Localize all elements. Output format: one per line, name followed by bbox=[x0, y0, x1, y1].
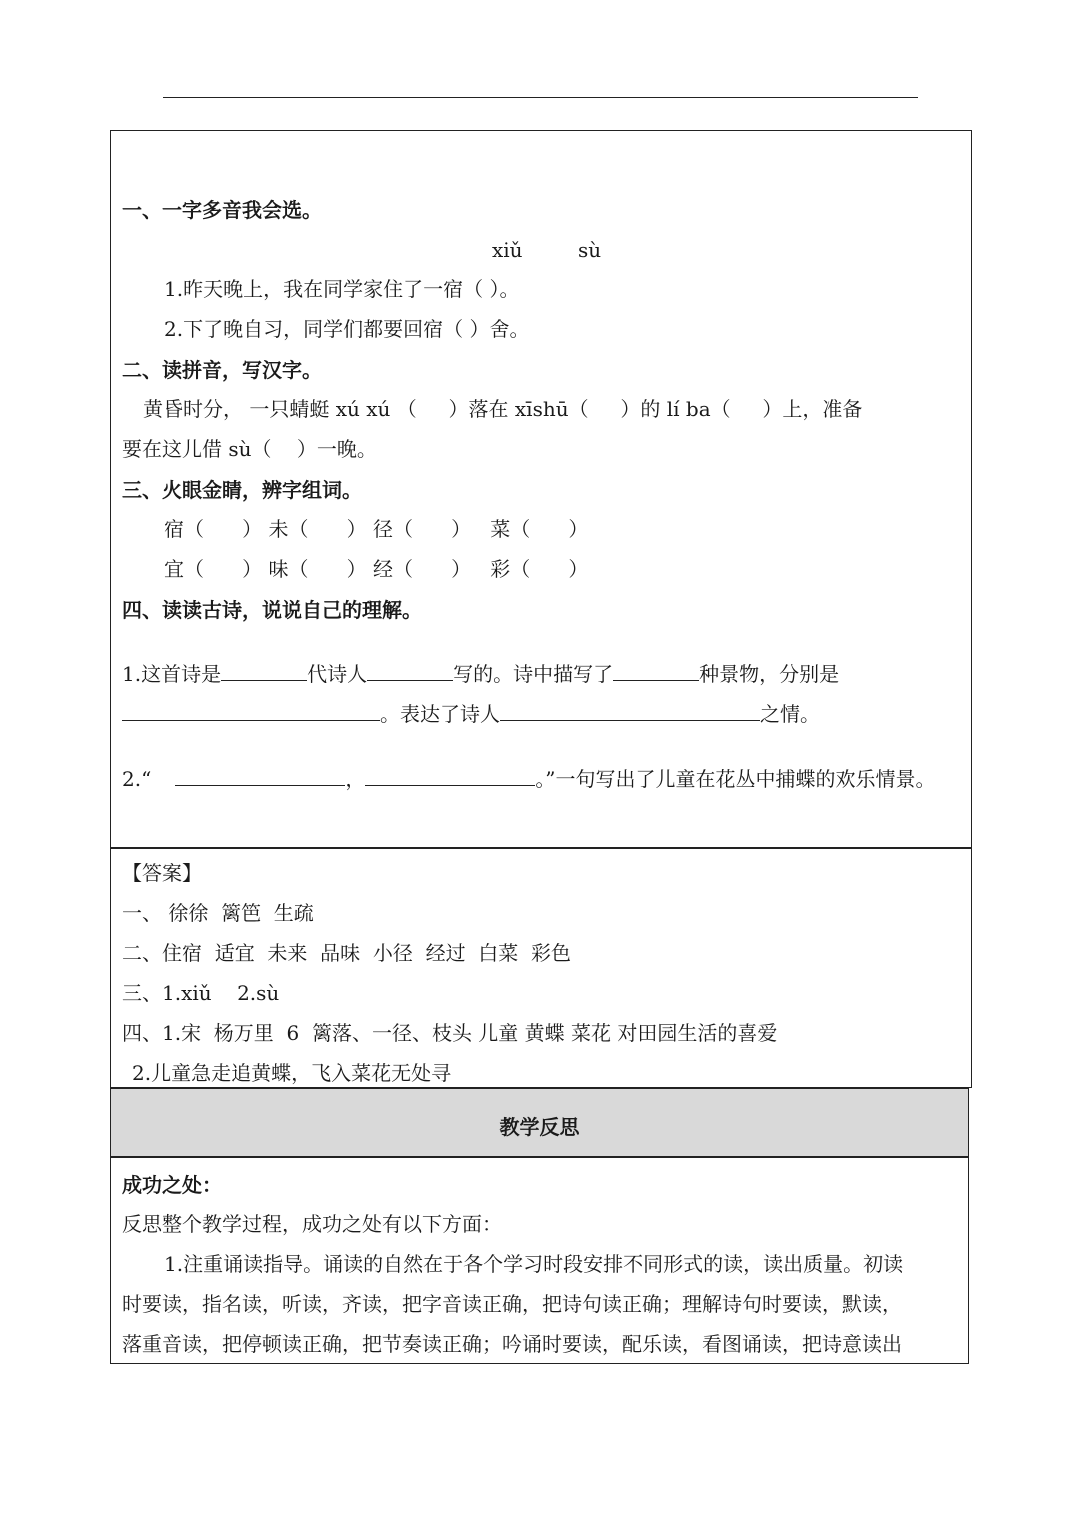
poem-q2-text-a: 2.“ bbox=[122, 767, 152, 791]
poem-question-1-line-2 bbox=[122, 702, 820, 726]
blank-line-2[interactable] bbox=[365, 767, 535, 786]
reflection-paragraph-line-1: 1.注重诵读指导。诵读的自然在于各个学习时段安排不同形式的读，读出质量。初读 bbox=[164, 1252, 904, 1276]
reflection-header-title: 教学反思 bbox=[499, 1115, 580, 1139]
poem-q1-text-d: 种景物，分别是 bbox=[699, 662, 840, 686]
poem-q2-text-c: 。”一句写出了儿童在花丛中捕蝶的欢乐情景。 bbox=[535, 767, 936, 791]
pinyin-option-a: xiǔ bbox=[492, 238, 523, 262]
answer-2: 二、住宿 适宜 未来 品味 小径 经过 白菜 彩色 bbox=[122, 941, 572, 965]
question-1-1: 1.昨天晚上，我在同学家住了一宿（ ）。 bbox=[164, 277, 520, 301]
pinyin-option-b: sù bbox=[578, 238, 602, 262]
blank-dynasty[interactable] bbox=[221, 662, 307, 681]
answer-1: 一、 徐徐 篱笆 生疏 bbox=[122, 901, 314, 925]
section-4-title: 四、读读古诗，说说自己的理解。 bbox=[122, 598, 422, 622]
poem-q1-text-e: 。表达了诗人 bbox=[380, 702, 500, 726]
answer-5: 2.儿童急走追黄蝶，飞入菜花无处寻 bbox=[132, 1061, 452, 1085]
blank-scenery[interactable] bbox=[122, 702, 380, 721]
question-2-line-2: 要在这儿借 sù（ ）一晚。 bbox=[122, 437, 377, 461]
poem-q2-text-b: ， bbox=[345, 767, 366, 791]
poem-question-2 bbox=[122, 767, 936, 791]
section-2-title: 二、读拼音，写汉字。 bbox=[122, 358, 322, 382]
blank-line-1[interactable] bbox=[175, 767, 345, 786]
answer-3: 三、1.xiǔ 2.sù bbox=[122, 981, 280, 1005]
question-1-2: 2.下了晚自习，同学们都要回宿（ ）舍。 bbox=[164, 317, 530, 341]
poem-q1-text-f: 之情。 bbox=[760, 702, 820, 726]
reflection-paragraph-line-2: 时要读，指名读，听读，齐读，把字音读正确，把诗句读正确；理解诗句时要读，默读， bbox=[122, 1292, 902, 1316]
answer-title: 【答案】 bbox=[122, 861, 202, 885]
poem-q1-text-b: 代诗人 bbox=[307, 662, 368, 686]
reflection-intro: 反思整个教学过程，成功之处有以下方面： bbox=[122, 1212, 502, 1236]
reflection-subtitle: 成功之处： bbox=[122, 1173, 222, 1197]
question-2-line-1: 黄昏时分， 一只蜻蜓 xú xú （ ）落在 xīshū（ ）的 lí ba（ ）上，准备 bbox=[143, 397, 863, 421]
section-3-title: 三、火眼金睛，辨字组词。 bbox=[122, 478, 362, 502]
answer-4: 四、1.宋 杨万里 6 篱落、一径、枝头 儿童 黄蝶 菜花 对田园生活的喜爱 bbox=[122, 1021, 778, 1045]
reflection-header bbox=[110, 1088, 969, 1158]
blank-poet[interactable] bbox=[367, 662, 453, 681]
header-rule bbox=[163, 97, 918, 98]
poem-question-1-line-1 bbox=[122, 662, 839, 686]
word-group-row-1: 宿（ ） 未（ ） 径（ ） 菜（ ） bbox=[164, 517, 589, 541]
word-group-row-2: 宜（ ） 味（ ） 经（ ） 彩（ ） bbox=[164, 557, 589, 581]
answer-cell bbox=[110, 847, 972, 1088]
blank-count[interactable] bbox=[613, 662, 699, 681]
poem-q1-text-a: 1.这首诗是 bbox=[122, 662, 222, 686]
blank-feeling[interactable] bbox=[500, 702, 760, 721]
reflection-paragraph-line-3: 落重音读，把停顿读正确，把节奏读正确；吟诵时要读，配乐读，看图诵读，把诗意读出 bbox=[122, 1332, 902, 1356]
poem-q1-text-c: 写的。诗中描写了 bbox=[453, 662, 614, 686]
section-1-title: 一、一字多音我会选。 bbox=[122, 198, 322, 222]
